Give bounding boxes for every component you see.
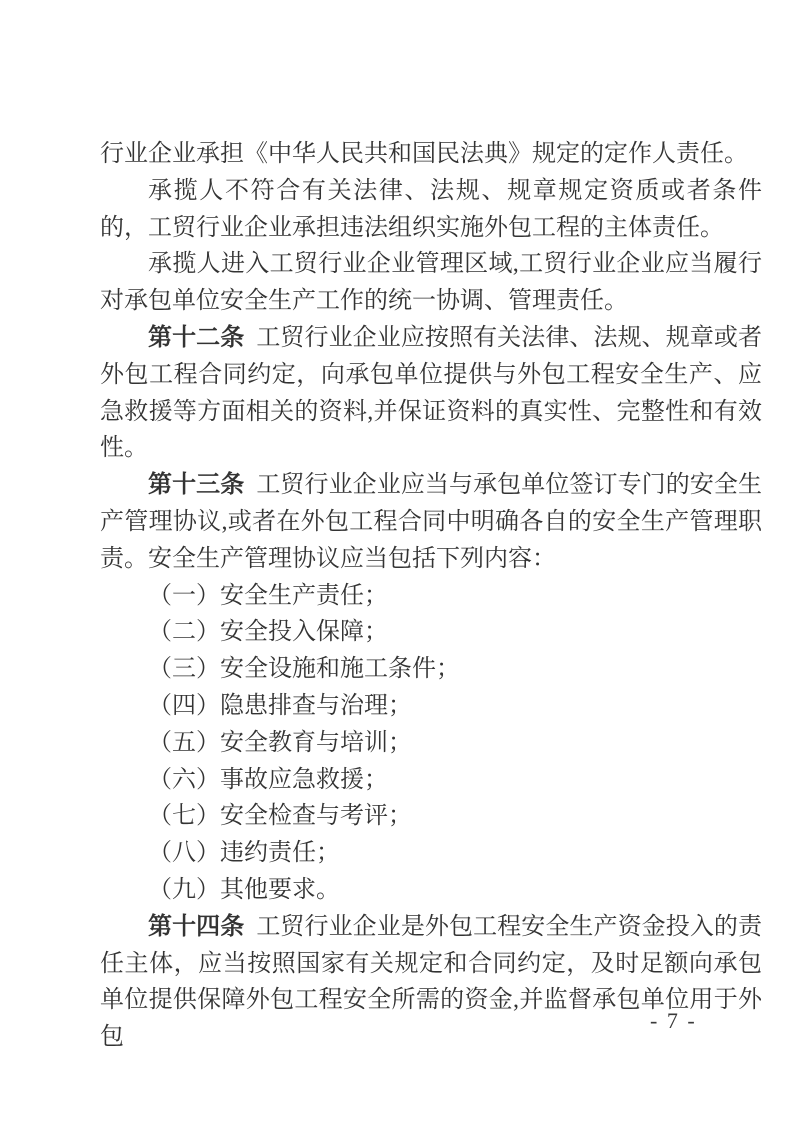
list-item: （三）安全设施和施工条件； bbox=[148, 656, 460, 683]
list-item: （九）其他要求。 bbox=[148, 876, 340, 903]
list-item: （五）安全教育与培训； bbox=[148, 729, 412, 756]
body-paragraph: 承揽人不符合有关法律、法规、规章规定资质或者条件的，工贸行业企业承担违法组织实施外包工程的主体责任。 bbox=[100, 177, 762, 241]
body-paragraph: 承揽人进入工贸行业企业管理区域,工贸行业企业应当履行对承包单位安全生产工作的统一协调、管理责任。 bbox=[100, 251, 762, 315]
list-item: （二）安全投入保障； bbox=[148, 619, 388, 646]
article-text: 工贸行业企业是外包工程安全生产资金投入的责任主体，应当按照国家有关规定和合同约定，及时足额向承包单位提供保障外包工程安全所需的资金,并监督承包单位用于外包 bbox=[100, 913, 763, 1051]
list-item: （六）事故应急救援； bbox=[148, 766, 388, 793]
list-item: （七）安全检查与考评； bbox=[148, 803, 412, 830]
article-number: 第十四条 bbox=[148, 913, 245, 940]
article-text: 工贸行业企业应按照有关法律、法规、规章或者外包工程合同约定，向承包单位提供与外包工程安全生产、应急救援等方面相关的资料,并保证资料的真实性、完整性和有效性。 bbox=[100, 324, 763, 462]
article-number: 第十三条 bbox=[148, 472, 245, 499]
article-paragraph-12 bbox=[100, 320, 762, 467]
list-item: （四）隐患排查与治理； bbox=[148, 692, 412, 719]
list-item: （八）违约责任； bbox=[148, 840, 340, 867]
article-paragraph-13 bbox=[100, 467, 762, 577]
body-paragraph: 行业企业承担《中华人民共和国民法典》规定的定作人责任。 bbox=[100, 141, 748, 167]
article-number: 第十二条 bbox=[148, 324, 245, 351]
list-item: （一）安全生产责任； bbox=[148, 582, 388, 609]
document-body bbox=[100, 136, 762, 1056]
article-text: 工贸行业企业应当与承包单位签订专门的安全生产管理协议,或者在外包工程合同中明确各自的安全生产管理职责。安全生产管理协议应当包括下列内容： bbox=[100, 472, 763, 572]
page-number: - 7 - bbox=[650, 1008, 697, 1033]
